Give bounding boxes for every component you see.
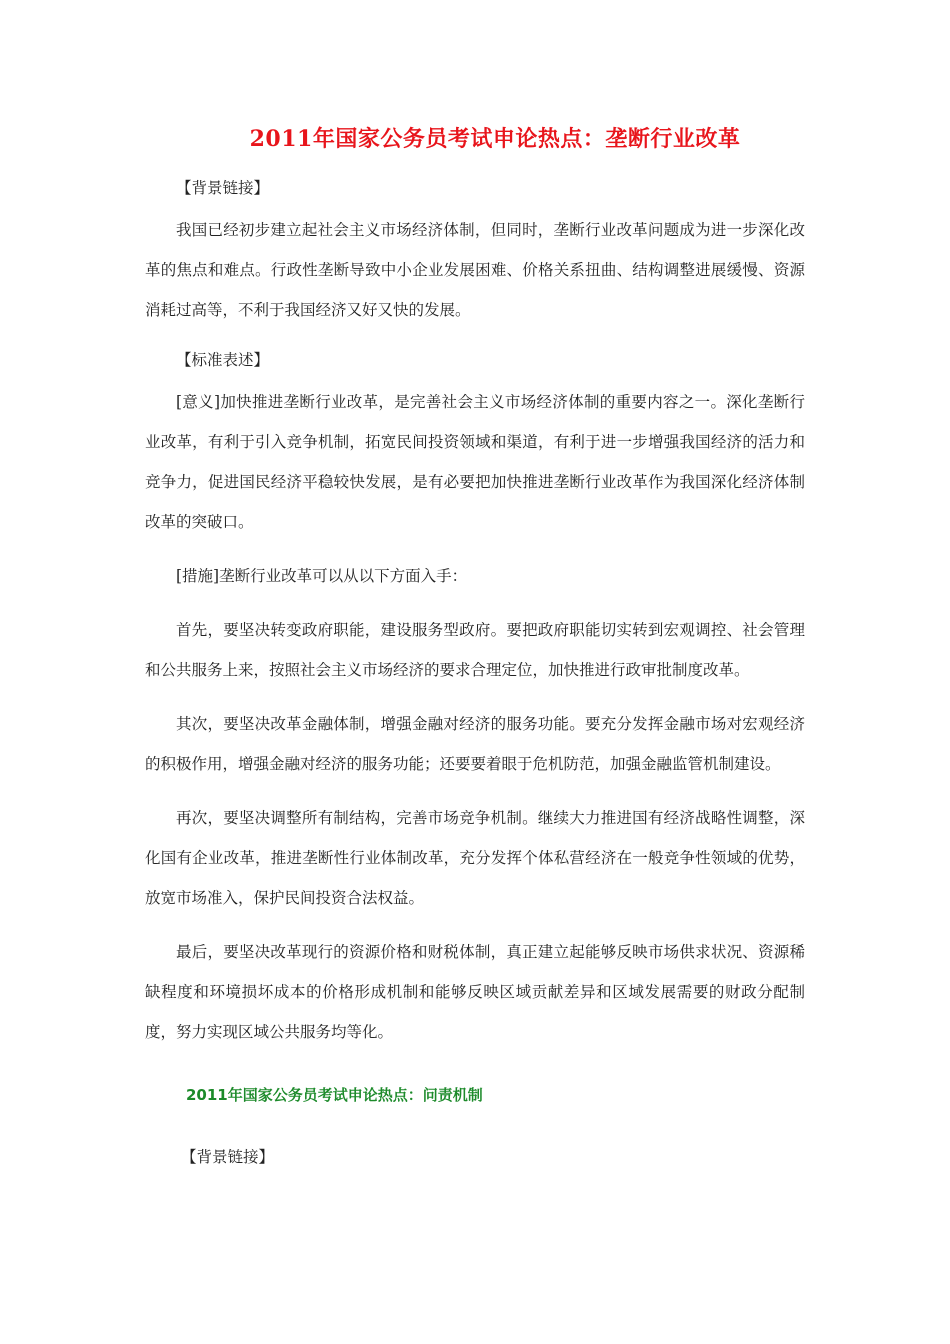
measure-second-paragraph: 其次，要坚决改革金融体制，增强金融对经济的服务功能。要充分发挥金融市场对宏观经济的积极作用，增强金融对经济的服务功能；还要要着眼于危机防范，加强金融监管机制建设。 — [145, 715, 805, 773]
second-section-heading-background: 【背景链接】 — [181, 1148, 275, 1166]
article-body — [145, 172, 805, 1066]
significance-paragraph: [意义]加快推进垄断行业改革，是完善社会主义市场经济体制的重要内容之一。深化垄断行业改革，有利于引入竞争机制，拓宽民间投资领域和渠道，有利于进一步增强我国经济的活力和竞争力，促进国民经济平稳较快发展，是有必要把加快推进垄断行业改革作为我国深化经济体制改革的突破口。 — [145, 393, 805, 531]
background-paragraph: 我国已经初步建立起社会主义市场经济体制，但同时，垄断行业改革问题成为进一步深化改革的焦点和难点。行政性垄断导致中小企业发展困难、价格关系扭曲、结构调整进展缓慢、资源消耗过高等，不利于我国经济又好又快的发展。 — [145, 221, 805, 319]
measure-first-paragraph: 首先，要坚决转变政府职能，建设服务型政府。要把政府职能切实转到宏观调控、社会管理和公共服务上来，按照社会主义市场经济的要求合理定位，加快推进行政审批制度改革。 — [145, 621, 805, 679]
page-title: 2011年国家公务员考试申论热点：垄断行业改革 — [249, 126, 741, 152]
section-heading-background: 【背景链接】 — [176, 179, 270, 197]
measure-third-paragraph: 再次，要坚决调整所有制结构，完善市场竞争机制。继续大力推进国有经济战略性调整，深化国有企业改革，推进垄断性行业体制改革，充分发挥个体私营经济在一般竞争性领域的优势，放宽市场准入，保护民间投资合法权益。 — [145, 809, 805, 907]
second-article-title: 2011年国家公务员考试申论热点：问责机制 — [186, 1086, 483, 1104]
section-heading-standard: 【标准表述】 — [176, 351, 270, 369]
measure-fourth-paragraph: 最后，要坚决改革现行的资源价格和财税体制，真正建立起能够反映市场供求状况、资源稀缺程度和环境损坏成本的价格形成机制和能够反映区域贡献差异和区域发展需要的财政分配制度，努力实现区域公共服务均等化。 — [145, 943, 805, 1041]
measures-intro-paragraph: [措施]垄断行业改革可以从以下方面入手： — [176, 567, 468, 585]
